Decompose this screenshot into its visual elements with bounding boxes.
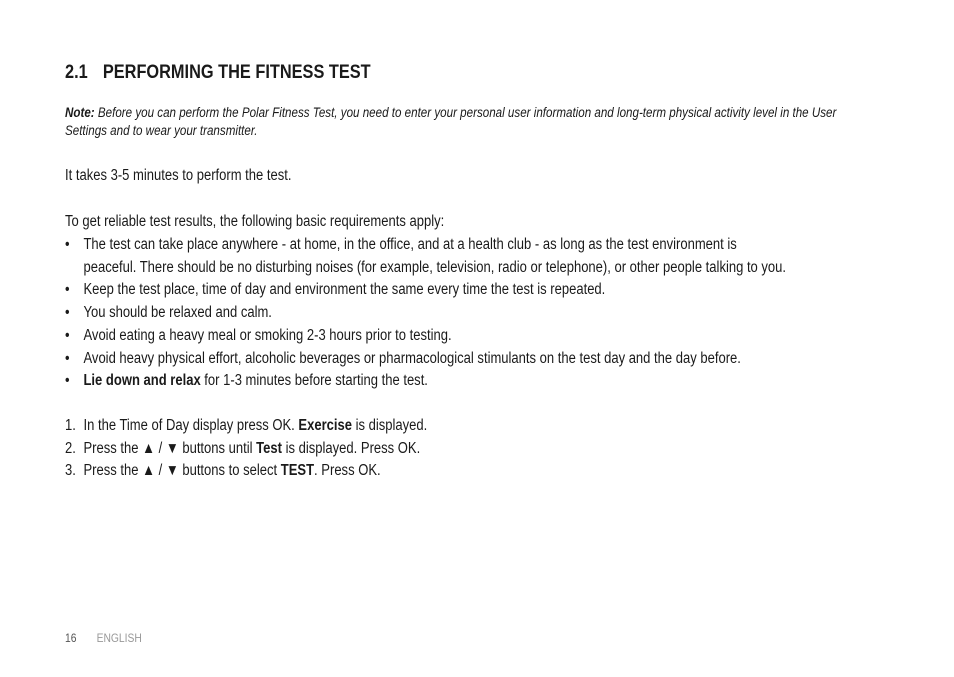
manual-page [65,0,895,677]
step-emphasis: Test [256,439,282,457]
list-item-text: Avoid eating a heavy meal or smoking 2-3 hours prior to testing. [83,326,452,344]
step-item [65,460,427,483]
list-item [65,325,922,348]
step-emphasis: TEST [280,462,315,480]
list-item-text: Keep the test place, time of day and environment the same every time the test is repeated. [83,281,606,299]
step-item [65,415,427,438]
list-item [65,279,922,302]
section-number: 2.1 [65,62,88,83]
step-number: 3. [65,462,76,480]
step-number: 2. [65,439,76,457]
step-item [65,438,427,461]
note-paragraph [65,104,839,140]
step-text: Press the ▲ / ▼ buttons to select [83,462,281,480]
section-heading [65,62,371,84]
intro-paragraph: It takes 3-5 minutes to perform the test. [65,167,292,184]
list-item-text: peaceful. There should be no disturbing noises (for example, television, radio or telephone), or other people talking to you. [83,258,787,276]
note-label: Note: [65,105,95,120]
page-number: 16 [65,631,77,645]
steps-list [65,415,427,483]
list-item-text: for 1-3 minutes before starting the test. [200,372,428,390]
note-text: Before you can perform the Polar Fitness Test, you need to enter your personal user information and long-term physical activity level in the User Settings and to wear your transmitter. [65,105,837,138]
page-footer [65,631,142,645]
list-item-text: The test can take place anywhere - at home, in the office, and at a health club - as long as the test environment is [83,236,737,253]
list-item [65,234,922,279]
list-item [65,348,922,371]
step-text: is displayed. [351,417,428,434]
step-number: 1. [65,417,76,434]
section-title: PERFORMING THE FITNESS TEST [102,62,371,83]
list-item-emphasis: Lie down and relax [83,372,201,390]
step-text: . Press OK. [314,462,381,480]
requirements-list [65,234,922,393]
list-item [65,302,922,325]
requirements-intro: To get reliable test results, the following basic requirements apply: [65,213,445,230]
footer-language: ENGLISH [96,631,142,645]
step-text: is displayed. Press OK. [281,439,421,457]
list-item-text: Avoid heavy physical effort, alcoholic beverages or pharmacological stimulants on the test day and the day before. [83,349,741,367]
list-item-text: You should be relaxed and calm. [83,304,272,322]
list-item [65,370,922,393]
step-text: In the Time of Day display press OK. [83,417,299,434]
step-emphasis: Exercise [298,417,352,434]
step-text: Press the ▲ / ▼ buttons until [83,439,257,457]
